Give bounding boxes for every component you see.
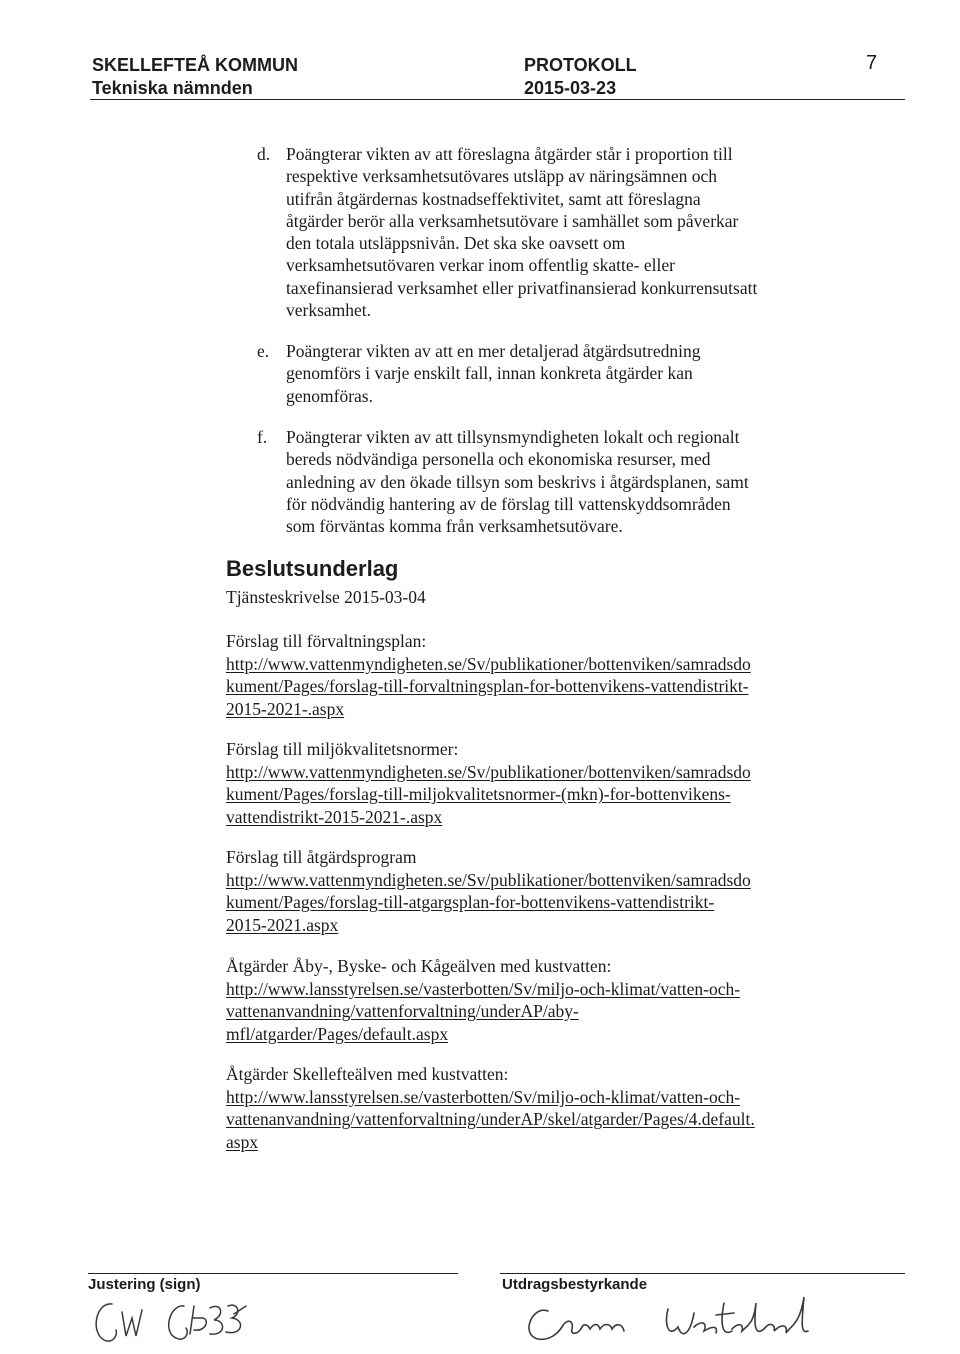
link-line: mfl/atgarder/Pages/default.aspx	[226, 1023, 449, 1044]
document-type: PROTOKOLL	[524, 55, 637, 75]
page-number: 7	[866, 52, 878, 74]
item-text	[286, 340, 826, 407]
link-line: http://www.vattenmyndigheten.se/Sv/publikationer/bottenviken/samradsdo	[226, 761, 751, 782]
link-line: kument/Pages/forslag-till-atgargsplan-for-bottenvikens-vattendistrikt-	[226, 892, 715, 912]
initials-signature	[86, 1292, 286, 1354]
text-line: den totala utsläppsnivån. Det ska ske oavsett om	[286, 233, 626, 254]
reference-title: Åtgärder Åby-, Byske- och Kågeälven med kustvatten:	[226, 956, 612, 976]
reference-link[interactable]	[226, 653, 846, 721]
text-line: Poängterar vikten av att en mer detaljerad åtgärdsutredning	[286, 341, 701, 361]
text-line: åtgärder berör alla verksamhetsutövare i samhället som påverkar	[286, 210, 739, 231]
organization-name: SKELLEFTEÅ KOMMUN	[92, 55, 298, 75]
link-line: kument/Pages/forslag-till-forvaltningsplan-for-bottenvikens-vattendistrikt-	[226, 676, 749, 696]
link-line: http://www.lansstyrelsen.se/vasterbotten/Sv/miljo-och-klimat/vatten-och-	[226, 978, 741, 999]
reference-title: Förslag till åtgärdsprogram	[226, 847, 417, 867]
reference-item	[226, 955, 846, 1045]
reference-link[interactable]	[226, 978, 846, 1046]
link-line: http://www.lansstyrelsen.se/vasterbotten/Sv/miljo-och-klimat/vatten-och-	[226, 1086, 741, 1107]
item-text	[286, 143, 826, 321]
service-letter: Tjänsteskrivelse 2015-03-04	[226, 587, 426, 607]
link-line: vattenanvandning/vattenforvaltning/underAP/aby-	[226, 1001, 579, 1021]
committee-name: Tekniska nämnden	[92, 78, 253, 98]
text-line: Poängterar vikten av att tillsynsmyndigheten lokalt och regionalt	[286, 427, 740, 447]
link-line: aspx	[226, 1131, 259, 1152]
link-line: kument/Pages/forslag-till-miljokvalitetsnormer-(mkn)-for-bottenvikens-	[226, 784, 731, 804]
reference-item	[226, 630, 846, 720]
item-marker: f.	[257, 427, 268, 447]
text-line: för nödvändig hantering av de förslag till vattenskyddsområden	[286, 493, 731, 514]
text-line: respektive verksamhetsutövares utsläpp av näringsämnen och	[286, 166, 718, 187]
document-date: 2015-03-23	[524, 78, 617, 98]
item-text	[286, 426, 826, 537]
link-line: vattenanvandning/vattenforvaltning/underAP/skel/atgarder/Pages/4.default.	[226, 1109, 755, 1129]
reference-link[interactable]	[226, 869, 846, 937]
reference-title: Förslag till förvaltningsplan:	[226, 631, 427, 651]
reference-item	[226, 1063, 846, 1153]
link-line: vattendistrikt-2015-2021-.aspx	[226, 806, 443, 827]
footer-divider-right	[500, 1273, 905, 1274]
adjustment-label: Justering (sign)	[88, 1276, 201, 1293]
text-line: Poängterar vikten av att föreslagna åtgärder står i proportion till	[286, 144, 733, 164]
footer-divider-left	[88, 1273, 458, 1274]
extract-label: Utdragsbestyrkande	[502, 1276, 648, 1293]
text-line: genomföras.	[286, 385, 373, 406]
handwritten-signature	[518, 1283, 818, 1349]
reference-link[interactable]	[226, 761, 846, 829]
item-marker: d.	[257, 144, 271, 164]
text-line: bereds nödvändiga personella och ekonomiska resurser, med	[286, 449, 711, 470]
section-heading: Beslutsunderlag	[226, 556, 399, 581]
text-line: genomförs i varje enskilt fall, innan konkreta åtgärder kan	[286, 363, 693, 384]
reference-item	[226, 738, 846, 828]
text-line: taxefinansierad verksamhet eller privatfinansierad konkurrensutsatt	[286, 277, 758, 298]
text-line: som förväntas komma från verksamhetsutövare.	[286, 516, 623, 537]
link-line: http://www.vattenmyndigheten.se/Sv/publikationer/bottenviken/samradsdo	[226, 869, 751, 890]
header-divider	[90, 99, 905, 100]
link-line: http://www.vattenmyndigheten.se/Sv/publikationer/bottenviken/samradsdo	[226, 653, 751, 674]
reference-title: Åtgärder Skellefteälven med kustvatten:	[226, 1064, 509, 1084]
text-line: verksamhet.	[286, 300, 372, 321]
item-marker: e.	[257, 341, 270, 361]
text-line: utifrån åtgärdernas kostnadseffektivitet, samt att föreslagna	[286, 188, 701, 209]
reference-item	[226, 846, 846, 936]
text-line: verksamhetsutövaren verkar inom offentlig skatte- eller	[286, 255, 675, 276]
link-line: 2015-2021-.aspx	[226, 698, 345, 719]
reference-link[interactable]	[226, 1086, 846, 1154]
link-line: 2015-2021.aspx	[226, 914, 339, 935]
text-line: anledning av den ökade tillsyn som beskrivs i åtgärdsplanen, samt	[286, 471, 749, 492]
reference-title: Förslag till miljökvalitetsnormer:	[226, 739, 459, 759]
